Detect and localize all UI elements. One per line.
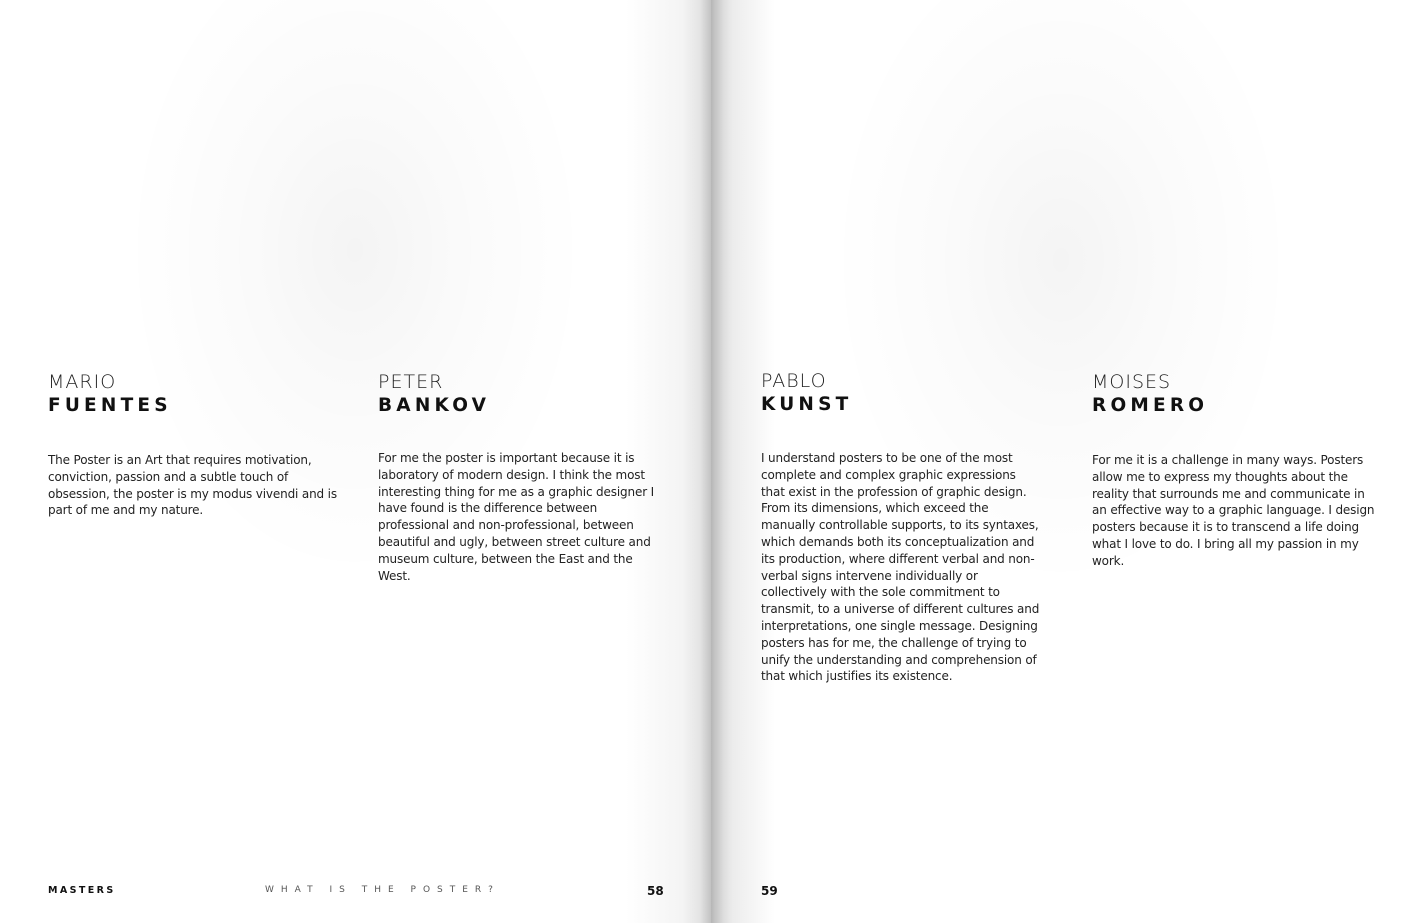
author-first-name: MOISES bbox=[1092, 371, 1172, 393]
author-heading-moises-romero bbox=[1092, 370, 1208, 418]
author-heading-mario-fuentes bbox=[48, 370, 172, 418]
page-number-right: 59 bbox=[761, 884, 778, 898]
author-quote: For me the poster is important because it is laboratory of modern design. I think the most interesting thing for me as a graphic designer I have found is the difference between professional and non-professional, between beautiful and ugly, between street culture and museum culture, between the East and the West. bbox=[378, 451, 655, 583]
author-first-name: PABLO bbox=[761, 370, 827, 392]
footer-running-title: WHAT IS THE POSTER? bbox=[265, 885, 500, 895]
right-page bbox=[711, 0, 1422, 923]
author-quote: The Poster is an Art that requires motivation, conviction, passion and a subtle touch of obsession, the poster is my modus vivendi and is part of me and my nature. bbox=[48, 453, 337, 518]
author-first-name: PETER bbox=[378, 371, 444, 393]
footer-section-label: MASTERS bbox=[48, 885, 116, 896]
author-quote: For me it is a challenge in many ways. Posters allow me to express my thoughts about the reality that surrounds me and communicate in an effective way to a graphic language. I design posters because it is to transcend a life doing what I love to do. I bring all my passion in my work. bbox=[1092, 453, 1375, 568]
author-quote: I understand posters to be one of the most complete and complex graphic expressions that exist in the profession of graphic design. From its dimensions, which exceed the manually controllable supports, to its syntaxes, which demands both its conceptualization and its production, where different verbal and non-verbal signs intervene individually or collectively with the sole commitment to transmit, to a universe of different cultures and interpretations, one single message. Designing posters has for me, the challenge of trying to unify the understanding and comprehension of that which justifies its existence. bbox=[761, 451, 1040, 684]
author-first-name: MARIO bbox=[48, 371, 117, 393]
author-heading-peter-bankov bbox=[378, 370, 490, 418]
book-gutter-shadow bbox=[700, 0, 724, 923]
page-number-left: 58 bbox=[647, 884, 664, 898]
author-last-name: KUNST bbox=[761, 394, 853, 415]
author-heading-pablo-kunst bbox=[761, 369, 852, 417]
author-last-name: FUENTES bbox=[48, 395, 172, 416]
author-last-name: BANKOV bbox=[378, 395, 491, 416]
author-last-name: ROMERO bbox=[1092, 395, 1209, 416]
